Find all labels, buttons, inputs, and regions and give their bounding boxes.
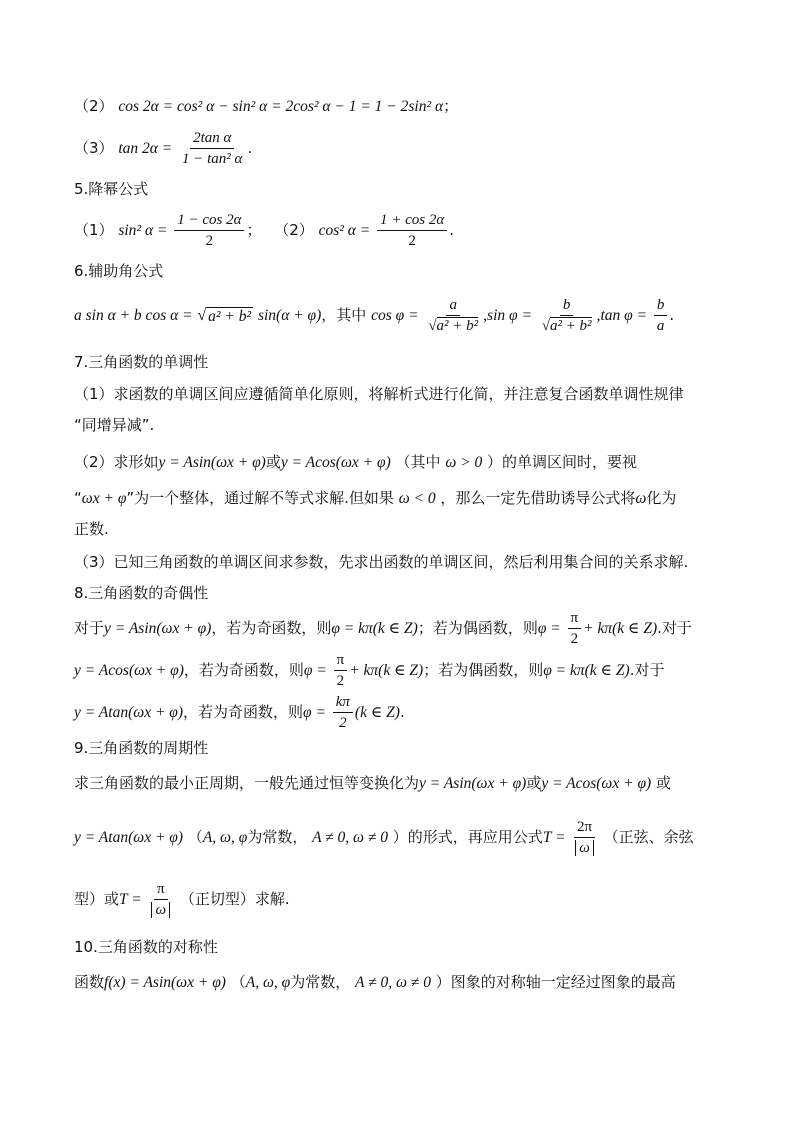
- fraction: [334, 651, 348, 690]
- paragraph-line: [74, 451, 724, 474]
- formula-tan-double-angle: [74, 126, 724, 171]
- denominator: 2: [339, 715, 347, 731]
- numerator: 2π: [574, 818, 595, 838]
- math-term: cos φ =: [371, 307, 419, 324]
- item-label: （2）: [274, 221, 314, 239]
- math-term: + kπ(k ∈ Z): [349, 662, 424, 679]
- fraction: [654, 296, 668, 335]
- formula-cos-double-angle: [74, 95, 724, 118]
- absolute-value: ω: [575, 840, 594, 856]
- math-lhs: cos² α =: [318, 222, 371, 239]
- numerator: kπ: [333, 693, 353, 713]
- text: （其中: [395, 453, 441, 471]
- numerator: π: [568, 609, 582, 629]
- math-lhs: a sin α + b cos α =: [74, 307, 193, 324]
- denominator: √a² + b²: [428, 318, 479, 334]
- text: ，若为奇函数，则: [211, 619, 332, 637]
- numerator: π: [334, 651, 348, 671]
- fraction: [148, 880, 173, 919]
- numerator: a: [446, 296, 460, 316]
- text: 函数: [74, 973, 105, 991]
- math-term: tan φ =: [600, 307, 648, 324]
- math-term: A ≠ 0, ω ≠ 0: [355, 974, 431, 991]
- denominator: √a² + b²: [541, 318, 592, 334]
- denominator: [572, 838, 597, 857]
- math-term: ω > 0: [445, 454, 483, 471]
- math-term: φ =: [303, 662, 327, 679]
- text: 或: [655, 774, 671, 792]
- fraction: [333, 693, 353, 732]
- item-label: （1）: [74, 221, 114, 239]
- math-term: φ =: [537, 620, 561, 637]
- punctuation: .: [399, 703, 405, 721]
- math-term: y = Asin(ωx + φ): [104, 620, 212, 637]
- paragraph-line: [74, 690, 724, 735]
- item-label: （3）: [74, 139, 114, 157]
- numerator: 1 − cos 2α: [174, 211, 244, 231]
- math-term: ω < 0: [398, 490, 436, 507]
- paragraph-line: [74, 606, 724, 651]
- text: ；若为偶函数，则: [423, 661, 544, 679]
- numerator: 2tan α: [190, 129, 234, 149]
- text: 型）或: [74, 890, 120, 908]
- text: 求三角函数的最小正周期，一般先通过恒等变换化为: [74, 774, 420, 792]
- text: ，若为奇函数，则: [183, 703, 304, 721]
- formula-auxiliary-angle: [74, 292, 724, 339]
- text: .对于: [629, 661, 665, 679]
- math-term: A ≠ 0, ω ≠ 0: [312, 829, 389, 846]
- radical-sign: √: [197, 306, 207, 324]
- paragraph-line: 正数.: [74, 520, 109, 538]
- absolute-value: ω: [151, 902, 170, 918]
- paragraph-line: [74, 971, 724, 994]
- paragraph-line: [74, 876, 724, 923]
- square-root: [197, 307, 253, 325]
- math-term: A, ω, φ: [245, 974, 291, 991]
- denominator: 2: [336, 673, 345, 689]
- numerator: b: [560, 296, 574, 316]
- fraction: [377, 211, 447, 250]
- paragraph-line: （3）已知三角函数的单调区间求参数，先求出函数的单调区间，然后利用集合间的关系求解.: [74, 553, 689, 571]
- math-term: A, ω, φ: [202, 829, 248, 846]
- punctuation: .: [449, 221, 455, 239]
- denominator: [148, 900, 173, 919]
- math-term: y = Acos(ωx + φ): [280, 454, 391, 471]
- text: 为常数，: [290, 973, 351, 991]
- text: .对于: [657, 619, 692, 637]
- radicand: a² + b²: [208, 307, 252, 325]
- math-term: sin(α + φ): [257, 307, 322, 324]
- denominator: 2: [205, 233, 214, 249]
- math-term: T =: [542, 829, 566, 846]
- paragraph-line: “同增异减”.: [74, 416, 155, 434]
- paragraph-line: [74, 814, 724, 861]
- denominator: 2: [570, 631, 579, 647]
- math-term: + kπ(k ∈ Z): [583, 620, 658, 637]
- fraction: [568, 609, 582, 648]
- math-term: T =: [119, 891, 142, 908]
- punctuation: .: [669, 306, 675, 324]
- math-term: ω: [635, 490, 647, 507]
- text: ）图象的对称轴一定经过图象的最高: [435, 973, 676, 991]
- text: “: [74, 489, 82, 507]
- paragraph-line: [74, 772, 724, 795]
- paragraph-line: [74, 487, 724, 510]
- fraction: [174, 211, 244, 250]
- section-heading-period: 9.三角函数的周期性: [74, 739, 209, 757]
- text: 为常数，: [247, 828, 308, 846]
- math-formula: cos 2α = cos² α − sin² α = 2cos² α − 1 = 1 − 2sin² α: [118, 98, 444, 115]
- math-term: (k ∈ Z): [354, 704, 400, 721]
- math-term: y = Asin(ωx + φ): [419, 775, 527, 792]
- text: 对于: [74, 619, 105, 637]
- fraction: [539, 296, 595, 335]
- punctuation: ,: [596, 307, 601, 324]
- paragraph-line: （1）求函数的单调区间应遵循简单化原则，将解析式进行化简，并注意复合函数单调性规律: [74, 385, 684, 403]
- text: （2）求形如: [74, 453, 159, 471]
- section-heading-monotonicity: 7.三角函数的单调性: [74, 353, 209, 371]
- math-lhs: tan 2α =: [118, 140, 173, 157]
- text: 或: [526, 774, 542, 792]
- fraction: [425, 296, 481, 335]
- formula-power-reduction: [74, 208, 724, 253]
- math-lhs: sin² α =: [118, 222, 168, 239]
- text: ）的形式，再应用公式: [392, 828, 543, 846]
- math-term: y = Acos(ωx + φ): [541, 775, 652, 792]
- punctuation: ,: [483, 307, 488, 324]
- text: ，那么一定先借助诱导公式将: [440, 489, 636, 507]
- math-term: y = Atan(ωx + φ): [74, 704, 184, 721]
- text: ，若为奇函数，则: [183, 661, 304, 679]
- text: ；若为偶函数，则: [417, 619, 538, 637]
- fraction: [179, 129, 245, 168]
- text: （正切型）求解.: [179, 890, 290, 908]
- math-term: φ = kπ(k ∈ Z): [543, 662, 630, 679]
- math-term: ωx + φ: [81, 490, 127, 507]
- punctuation: ；: [246, 221, 262, 239]
- punctuation: .: [247, 139, 253, 157]
- math-term: sin φ =: [487, 307, 532, 324]
- math-term: φ =: [303, 704, 326, 721]
- numerator: b: [654, 296, 668, 316]
- section-heading-auxiliary-angle: 6.辅助角公式: [74, 262, 164, 280]
- text: ，其中: [321, 306, 367, 324]
- numerator: π: [154, 880, 168, 900]
- punctuation: ；: [443, 97, 459, 115]
- math-term: y = Acos(ωx + φ): [74, 662, 184, 679]
- math-term: f(x) = Asin(ωx + φ): [104, 974, 226, 991]
- fraction: [572, 818, 597, 857]
- item-label: （2）: [74, 97, 114, 115]
- denominator: 2: [408, 233, 416, 249]
- numerator: 1 + cos 2α: [377, 211, 447, 231]
- text: 或: [265, 453, 281, 471]
- text: （: [230, 973, 246, 991]
- denominator: a: [656, 318, 665, 334]
- math-term: y = Asin(ωx + φ): [158, 454, 266, 471]
- text: （正弦、余弦: [603, 828, 694, 846]
- text: ）的单调区间时，要视: [487, 453, 638, 471]
- paragraph-line: [74, 648, 724, 693]
- section-heading-power-reduction: 5.降幂公式: [74, 180, 149, 198]
- math-term: y = Atan(ωx + φ): [74, 829, 184, 846]
- section-heading-parity: 8.三角函数的奇偶性: [74, 584, 209, 602]
- text: （: [187, 828, 203, 846]
- text: ”为一个整体，通过解不等式求解.但如果: [126, 489, 394, 507]
- math-term: φ = kπ(k ∈ Z): [331, 620, 418, 637]
- section-heading-symmetry: 10.三角函数的对称性: [74, 938, 218, 956]
- denominator: 1 − tan² α: [182, 151, 243, 167]
- text: 化为: [646, 489, 677, 507]
